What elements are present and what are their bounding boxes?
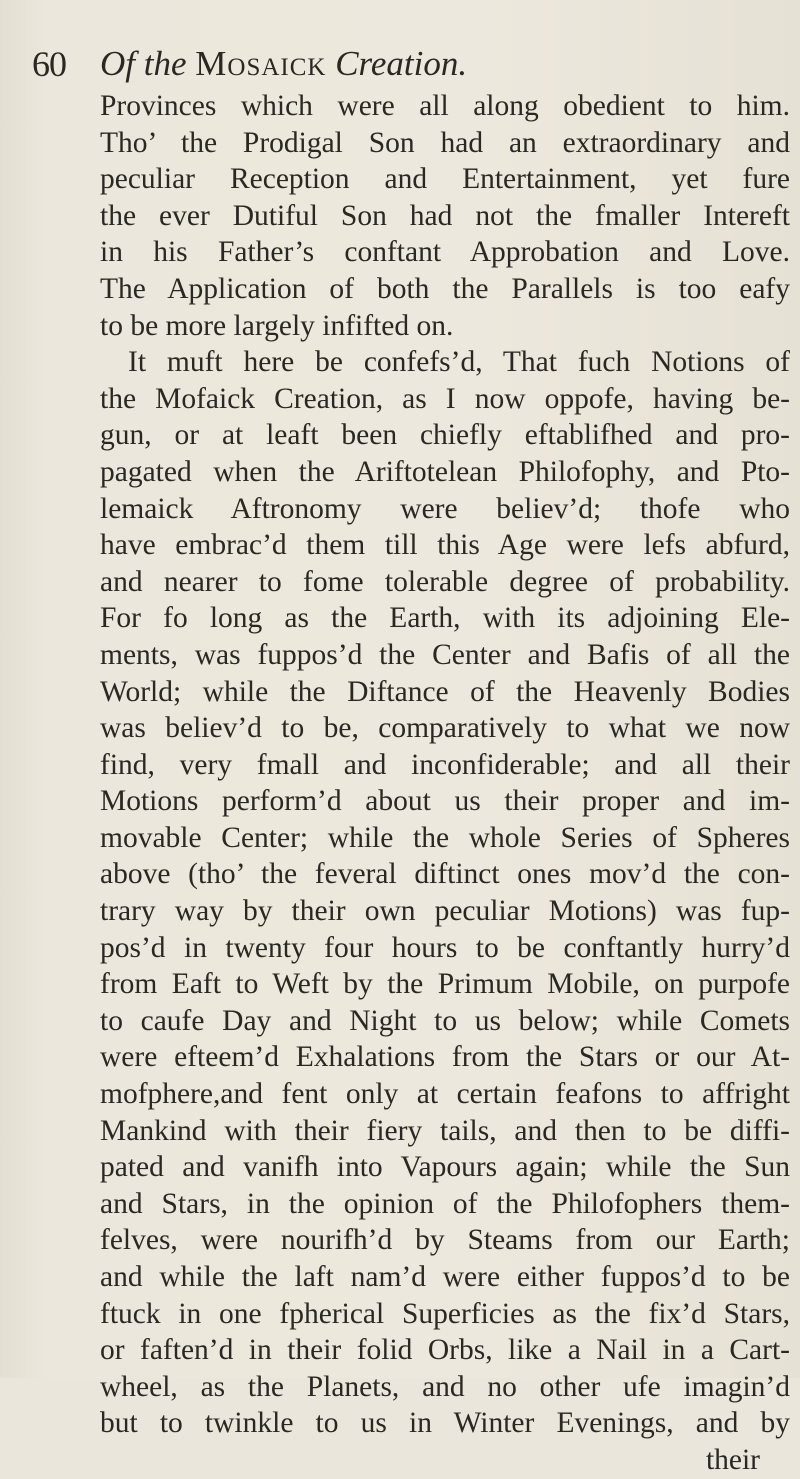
text-line: gun, or at leaft been chiefly eftablifhed and pro- bbox=[100, 419, 790, 452]
text-line: pagated when the Ariftotelean Philofophy, and Pto- bbox=[100, 455, 790, 488]
text-line: mofphere,and fent only at certain feafons to affright bbox=[100, 1078, 790, 1111]
running-head bbox=[100, 44, 467, 84]
text-line: or faften’d in their folid Orbs, like a Nail in a Cart- bbox=[100, 1334, 790, 1367]
text-line: lemaick Aftronomy were believ’d; thofe who bbox=[100, 492, 790, 525]
text-line: and nearer to fome tolerable degree of probability. bbox=[100, 565, 790, 598]
text-line: the Mofaick Creation, as I now oppofe, having be- bbox=[100, 382, 790, 415]
running-head-suffix: Creation. bbox=[335, 44, 468, 83]
text-line: World; while the Diftance of the Heavenly Bodies bbox=[100, 675, 790, 708]
text-line: For fo long as the Earth, with its adjoining Ele- bbox=[100, 602, 790, 635]
text-line: were efteem’d Exhalations from the Stars or our At- bbox=[100, 1041, 790, 1074]
text-line: Mankind with their fiery tails, and then to be diffi- bbox=[100, 1114, 790, 1147]
text-line: have embrac’d them till this Age were lefs abfurd, bbox=[100, 529, 790, 562]
text-line: above (tho’ the feveral diftinct ones mov’d the con- bbox=[100, 858, 790, 891]
text-line: Tho’ the Prodigal Son had an extraordinary and bbox=[100, 126, 790, 159]
running-head-word: Mosaick bbox=[195, 44, 327, 83]
body-text bbox=[100, 88, 790, 1479]
text-line: wheel, as the Planets, and no other ufe imagin’d bbox=[100, 1370, 790, 1403]
text-line: pos’d in twenty four hours to be conftantly hurry’d bbox=[100, 931, 790, 964]
text-line: the ever Dutiful Son had not the fmaller Intereft bbox=[100, 199, 790, 232]
text-line: and while the laft nam’d were either fuppos’d to be bbox=[100, 1261, 790, 1293]
text-line: ftuck in one fpherical Superficies as the fix’d Stars, bbox=[100, 1297, 790, 1330]
text-line: pated and vanifh into Vapours again; while the Sun bbox=[100, 1151, 790, 1184]
text-line: trary way by their own peculiar Motions) was fup- bbox=[100, 895, 790, 928]
text-line: and Stars, in the opinion of the Philofophers them- bbox=[100, 1187, 790, 1220]
text-line: but to twinkle to us in Winter Evenings, and by bbox=[100, 1407, 790, 1440]
text-line: from Eaft to Weft by the Primum Mobile, on purpofe bbox=[100, 968, 790, 1001]
catchword: their bbox=[705, 1443, 760, 1476]
text-line: Motions perform’d about us their proper and im- bbox=[100, 785, 790, 818]
text-line: find, very fmall and inconfiderable; and all their bbox=[100, 748, 790, 781]
text-line: peculiar Reception and Entertainment, yet fure bbox=[100, 163, 790, 196]
text-line: in his Father’s conftant Approbation and Love. bbox=[100, 236, 790, 269]
text-line: felves, were nourifh’d by Steams from our Earth; bbox=[100, 1224, 790, 1257]
text-line: was believ’d to be, comparatively to what we now bbox=[100, 712, 790, 745]
text-line: to caufe Day and Night to us below; while Comets bbox=[100, 1004, 790, 1037]
text-line: ments, was fuppos’d the Center and Bafis of all the bbox=[100, 638, 790, 671]
text-line: It muft here be confefs’d, That fuch Notions of bbox=[128, 346, 790, 379]
text-line: to be more largely infifted on. bbox=[100, 309, 454, 342]
page-number: 60 bbox=[32, 44, 66, 84]
text-line: movable Center; while the whole Series of Spheres bbox=[100, 821, 790, 854]
running-head-prefix: Of the bbox=[100, 44, 187, 83]
text-line: The Application of both the Parallels is too eafy bbox=[100, 272, 790, 305]
text-line: Provinces which were all along obedient to him. bbox=[100, 90, 790, 122]
